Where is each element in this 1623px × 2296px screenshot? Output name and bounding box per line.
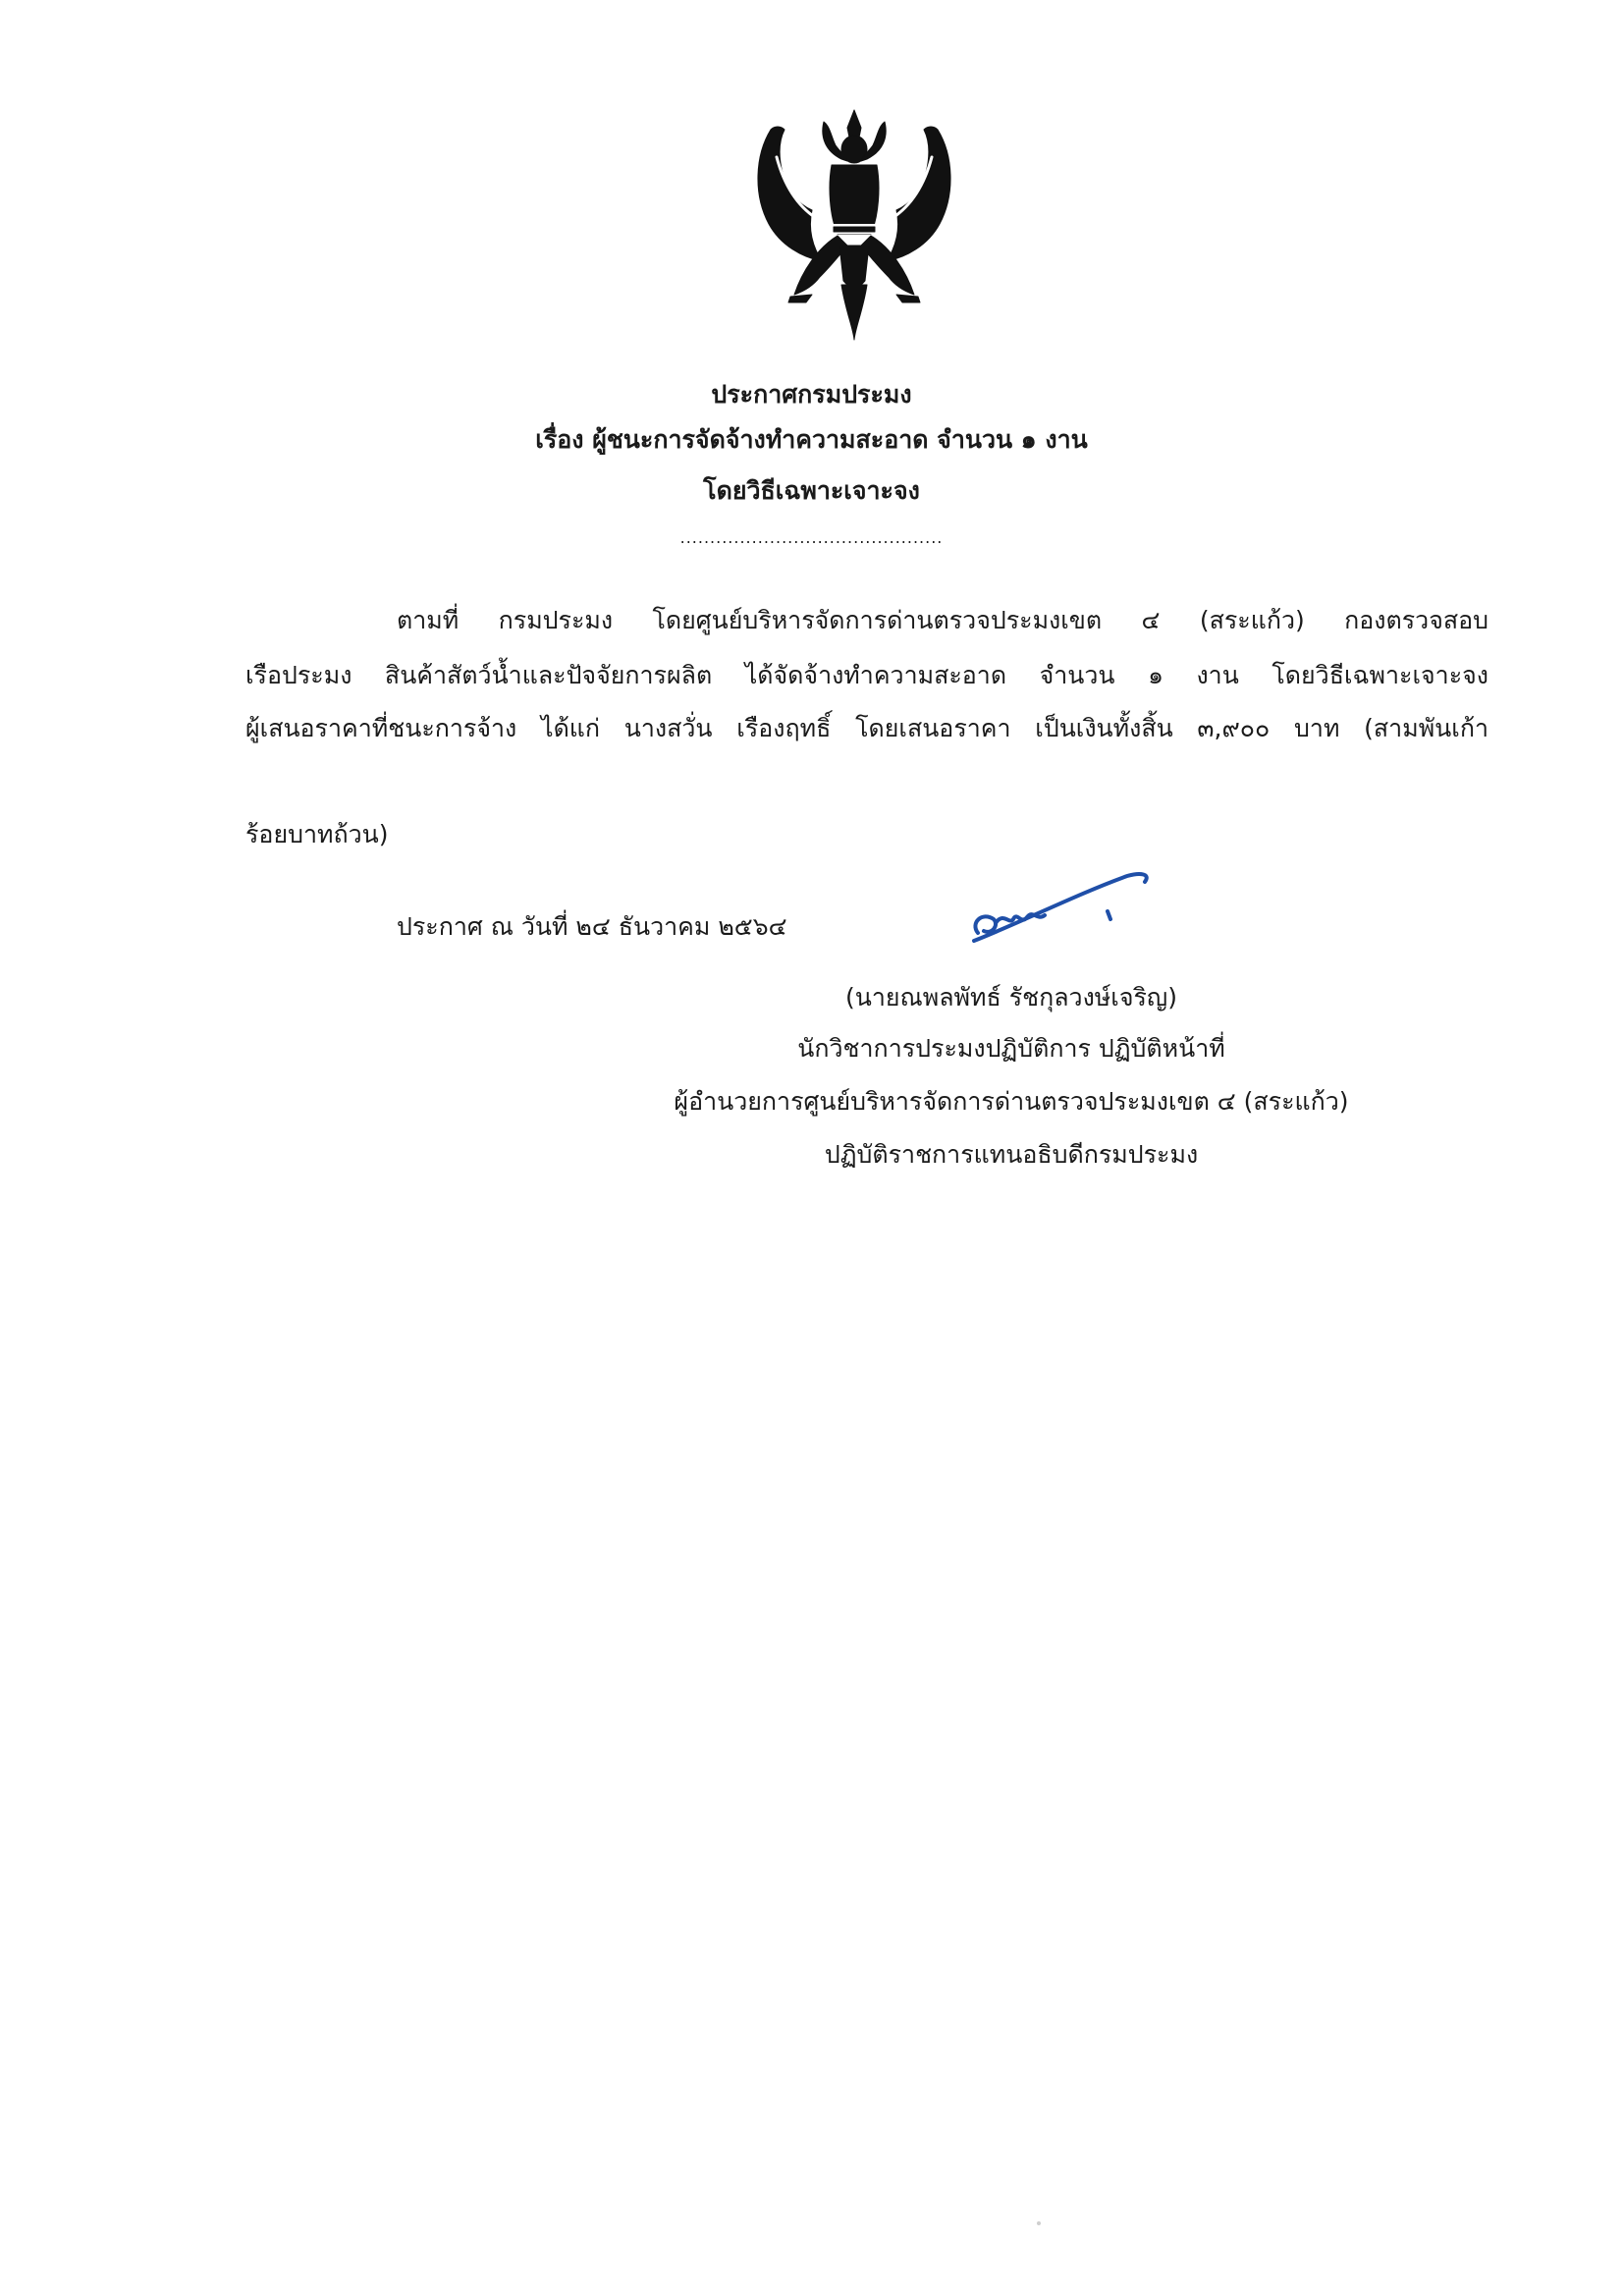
signatory-acting: ปฏิบัติราชการแทนอธิบดีกรมประมง [824,1140,1199,1169]
signatory-position: นักวิชาการประมงปฏิบัติการ ปฏิบัติหน้าที่ [797,1034,1225,1063]
body-paragraph-line: ผู้เสนอราคาที่ชนะการจ้าง ได้แก่ นางสวั่น เรืองฤทธิ์ โดยเสนอราคา เป็นเงินทั้งสิ้น ๓,๙๐๐ บาท (สามพันเก้า [245,714,1488,742]
body-paragraph-line: เรือประมง สินค้าสัตว์น้ำและปัจจัยการผลิต ได้จัดจ้างทำความสะอาด จำนวน ๑ งาน โดยวิธีเฉพาะเจาะจง [245,661,1488,689]
procurement-method: โดยวิธีเฉพาะเจาะจง [703,476,920,505]
announcement-date: ประกาศ ณ วันที่ ๒๔ ธันวาคม ๒๕๖๔ [397,912,787,941]
signatory-name: (นายณพลพัทธ์ รัชกุลวงษ์เจริญ) [845,983,1177,1011]
body-paragraph-line: ร้อยบาทถ้วน) [245,820,389,848]
document-title: ประกาศกรมประมง [711,380,912,409]
scan-speck [1037,2221,1041,2225]
garuda-emblem-icon [751,108,957,344]
header-separator: ............................................ [679,528,944,547]
body-paragraph-line: ตามที่ กรมประมง โดยศูนย์บริหารจัดการด่านตรวจประมงเขต ๔ (สระแก้ว) กองตรวจสอบ [397,606,1488,634]
handwritten-signature [960,854,1166,953]
document-subject: เรื่อง ผู้ชนะการจัดจ้างทำความสะอาด จำนวน ๑ งาน [535,425,1088,454]
signatory-office: ผู้อำนวยการศูนย์บริหารจัดการด่านตรวจประมงเขต ๔ (สระแก้ว) [674,1087,1349,1116]
